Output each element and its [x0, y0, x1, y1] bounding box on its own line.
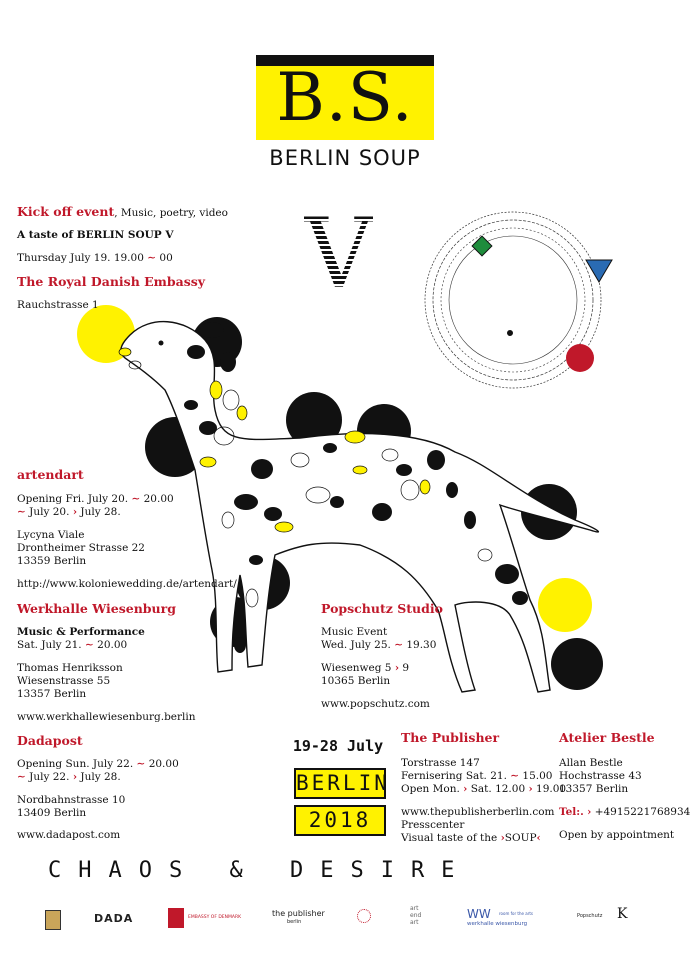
wave-icon: ∼ [510, 770, 520, 782]
dadapost-opening-line [17, 758, 179, 771]
dadapost-url[interactable]: www.dadapost.com [17, 829, 121, 841]
sponsor-artendart [410, 905, 421, 926]
sponsor-embassy-icon [168, 908, 184, 928]
sponsor-bestle-icon: K [617, 906, 628, 922]
bestle-address-2: Hochstrasse 43 [559, 770, 642, 782]
sponsor-werkhalle-icon: WW [467, 907, 491, 921]
publisher-title: The Publisher [401, 730, 500, 745]
sponsor-popschutz: Popschutz [577, 913, 603, 919]
artendart-opening-time: 20.00 [143, 493, 174, 505]
publisher-open-sat: Sat. 12.00 [470, 783, 526, 795]
arrow-icon: › [528, 783, 533, 795]
popschutz-street-num: 9 [402, 662, 410, 674]
arrow-icon: › [72, 771, 78, 783]
werkhalle-time: 20.00 [97, 639, 128, 651]
bestle-tel-label: Tel:. [559, 806, 584, 818]
werkhalle-url[interactable]: www.werkhallewiesenburg.berlin [17, 711, 196, 723]
werkhalle-title: Werkhalle Wiesenburg [17, 601, 176, 616]
werkhalle-address-1: Thomas Henriksson [17, 662, 123, 674]
artendart-opening-line [17, 493, 174, 506]
kickoff-date: Thursday July 19. 19.00 [17, 252, 148, 264]
arrow-icon: › [587, 806, 592, 818]
logo-initials: B.S. [276, 59, 414, 136]
sponsor-artendart-3: art [410, 919, 419, 926]
artendart-address-2: Drontheimer Strasse 22 [17, 542, 145, 554]
publisher-open: Open Mon. [401, 783, 460, 795]
artendart-url[interactable]: http://www.koloniewedding.de/artendart/ [17, 578, 237, 590]
edition-numeral: V [304, 198, 374, 310]
arrow-icon: › [463, 783, 468, 795]
publisher-visual-line [401, 832, 541, 845]
bestle-title: Atelier Bestle [559, 730, 655, 745]
tagline: CHAOS & DESIRE [48, 858, 472, 883]
dadapost-address-2: 13409 Berlin [17, 807, 87, 819]
kickoff-title-suffix: , Music, poetry, video [114, 207, 228, 219]
popschutz-date-line [321, 639, 436, 652]
bestle-tel-line [559, 806, 690, 819]
popschutz-date: Wed. July 25. [321, 639, 391, 651]
bestle-address-3: 13357 Berlin [559, 783, 629, 795]
popschutz-city: 10365 Berlin [321, 675, 391, 687]
sponsor-werkhalle-sub: room for the arts [499, 911, 533, 916]
publisher-fernisering: Fernisering Sat. 21. [401, 770, 507, 782]
publisher-address: Torstrasse 147 [401, 757, 480, 769]
dadapost-range-start: July 22. [29, 771, 70, 783]
dadapost-opening: Opening Sun. July 22. [17, 758, 134, 770]
kickoff-title-line [17, 205, 228, 220]
arrow-icon: › [500, 832, 505, 844]
kickoff-date-end: 00 [159, 252, 173, 264]
publisher-open-end: 19.00 [536, 783, 567, 795]
wave-icon: ∼ [131, 493, 141, 505]
arrow-icon: › [72, 506, 78, 518]
dadapost-range-end: July 28. [80, 771, 121, 783]
artendart-range-start: July 20. [29, 506, 70, 518]
artendart-address-1: Lycyna Viale [17, 529, 85, 541]
festival-city: BERLIN [294, 768, 386, 799]
publisher-presscenter: Presscenter [401, 819, 465, 831]
festival-dates: 19-28 July [292, 737, 384, 755]
dadapost-range-line [17, 771, 121, 784]
werkhalle-address-2: Wiesenstrasse 55 [17, 675, 111, 687]
artendart-range-end: July 28. [80, 506, 121, 518]
sponsor-dada: DADA [94, 912, 134, 925]
sponsor-artendart-1: art [410, 905, 419, 912]
wave-icon: ∼ [136, 758, 146, 770]
sponsor-crest-icon [45, 910, 61, 930]
publisher-url[interactable]: www.thepublisherberlin.com [401, 806, 555, 818]
werkhalle-date: Sat. July 21. [17, 639, 82, 651]
name-ring-graphic [425, 212, 612, 388]
publisher-open-line [401, 783, 566, 796]
sponsor-artendart-2: end [410, 912, 422, 919]
publisher-fernisering-time: 15.00 [522, 770, 553, 782]
festival-year: 2018 [294, 805, 386, 836]
werkhalle-subtitle: Music & Performance [17, 626, 145, 638]
arrow-icon: › [394, 662, 400, 674]
dadapost-address-1: Nordbahnstrasse 10 [17, 794, 126, 806]
popschutz-time: 19.30 [406, 639, 437, 651]
wave-icon: ∼ [394, 639, 404, 651]
wave-icon: ∼ [147, 252, 157, 264]
sponsor-embassy: EMBASSY OF DENMARK [188, 915, 242, 920]
bestle-address-1: Allan Bestle [559, 757, 623, 769]
artendart-title: artendart [17, 467, 84, 482]
bestle-note: Open by appointment [559, 829, 675, 841]
wave-icon: ∼ [17, 771, 26, 783]
kickoff-title: Kick off event [17, 204, 115, 219]
artendart-range-line [17, 506, 121, 519]
popschutz-url[interactable]: www.popschutz.com [321, 698, 430, 710]
publisher-visual: Visual taste of the [401, 832, 501, 844]
dadapost-title: Dadapost [17, 733, 83, 748]
sponsor-publisher-sub: berlin [287, 919, 302, 925]
popschutz-street-line [321, 662, 409, 675]
werkhalle-address-3: 13357 Berlin [17, 688, 87, 700]
dadapost-opening-time: 20.00 [148, 758, 179, 770]
logo-subtitle: BERLIN SOUP [269, 146, 421, 170]
kickoff-date-line [17, 252, 173, 265]
popschutz-title: Popschutz Studio [321, 601, 443, 616]
sponsor-circle-icon [357, 909, 371, 923]
bestle-tel: +4915221768934 [594, 806, 690, 818]
popschutz-street: Wiesenweg 5 [321, 662, 392, 674]
kickoff-address: Rauchstrasse 1 [17, 299, 99, 311]
kickoff-venue: The Royal Danish Embassy [17, 274, 206, 289]
wave-icon: ∼ [17, 506, 26, 518]
sponsor-publisher: the publisher [272, 909, 325, 918]
publisher-soup: SOUP [504, 832, 537, 844]
sponsor-werkhalle: werkhalle wiesenburg [467, 921, 528, 927]
popschutz-subtitle: Music Event [321, 626, 388, 638]
werkhalle-date-line [17, 639, 127, 652]
kickoff-subtitle: A taste of BERLIN SOUP V [17, 229, 174, 241]
arrow-left-icon: ‹ [536, 832, 541, 844]
artendart-address-3: 13359 Berlin [17, 555, 87, 567]
publisher-fernisering-line [401, 770, 552, 783]
artendart-opening: Opening Fri. July 20. [17, 493, 129, 505]
wave-icon: ∼ [85, 639, 94, 651]
